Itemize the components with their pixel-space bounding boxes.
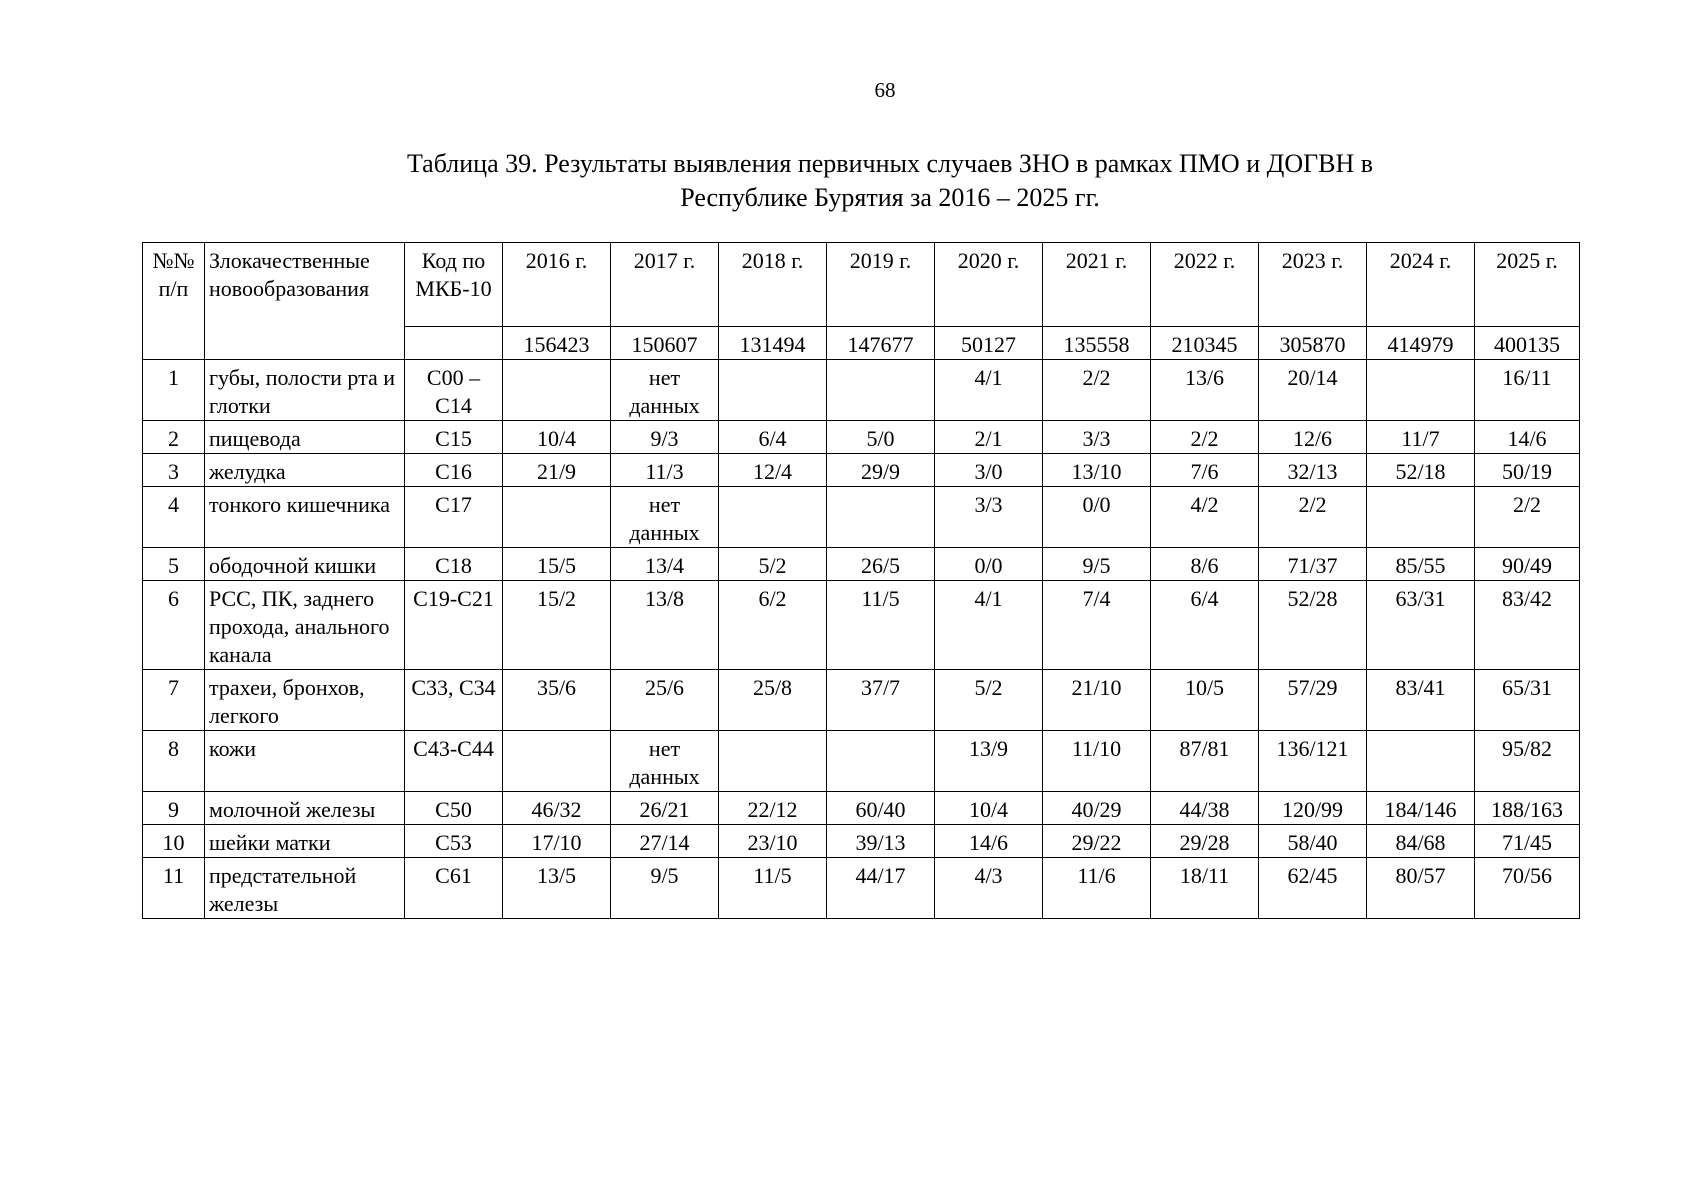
- header-total: 135558: [1043, 327, 1151, 360]
- row-value: 11/5: [827, 581, 935, 670]
- row-code: С53: [405, 825, 503, 858]
- row-value: 18/11: [1151, 858, 1259, 919]
- row-value: 11/6: [1043, 858, 1151, 919]
- results-table: [142, 242, 1580, 919]
- row-value: 13/4: [611, 548, 719, 581]
- row-value: 26/21: [611, 792, 719, 825]
- table-header: [143, 243, 1580, 360]
- row-value: 65/31: [1475, 670, 1580, 731]
- row-name: кожи: [205, 731, 405, 792]
- row-value: 2/2: [1259, 487, 1367, 548]
- row-value: 71/37: [1259, 548, 1367, 581]
- row-value: 5/2: [935, 670, 1043, 731]
- table-row: [143, 360, 1580, 421]
- row-value: [503, 487, 611, 548]
- header-total: 147677: [827, 327, 935, 360]
- header-year: 2019 г.: [827, 243, 935, 327]
- row-value: 5/0: [827, 421, 935, 454]
- page-number: 68: [874, 78, 896, 102]
- row-value: нет данных: [611, 360, 719, 421]
- row-name: ободочной кишки: [205, 548, 405, 581]
- row-value: [503, 360, 611, 421]
- row-number: 3: [143, 454, 205, 487]
- row-value: 2/2: [1475, 487, 1580, 548]
- row-name: желудка: [205, 454, 405, 487]
- row-number: 9: [143, 792, 205, 825]
- row-value: нет данных: [611, 731, 719, 792]
- row-value: 85/55: [1367, 548, 1475, 581]
- row-value: 11/10: [1043, 731, 1151, 792]
- table-row: [143, 487, 1580, 548]
- row-number: 8: [143, 731, 205, 792]
- row-code: С00 – С14: [405, 360, 503, 421]
- header-total: 210345: [1151, 327, 1259, 360]
- header-year: 2016 г.: [503, 243, 611, 327]
- row-value: 25/6: [611, 670, 719, 731]
- header-total: 414979: [1367, 327, 1475, 360]
- table-body: [143, 360, 1580, 919]
- row-value: 0/0: [935, 548, 1043, 581]
- row-value: 15/2: [503, 581, 611, 670]
- header-year: 2024 г.: [1367, 243, 1475, 327]
- row-value: 95/82: [1475, 731, 1580, 792]
- row-value: 10/5: [1151, 670, 1259, 731]
- row-value: [827, 360, 935, 421]
- row-code: С61: [405, 858, 503, 919]
- table-row: [143, 670, 1580, 731]
- row-code: С33, С34: [405, 670, 503, 731]
- row-value: 37/7: [827, 670, 935, 731]
- row-value: 83/42: [1475, 581, 1580, 670]
- row-name: губы, полости рта и глотки: [205, 360, 405, 421]
- row-value: 13/9: [935, 731, 1043, 792]
- row-value: [1367, 360, 1475, 421]
- row-value: 3/3: [1043, 421, 1151, 454]
- row-value: 188/163: [1475, 792, 1580, 825]
- row-value: 25/8: [719, 670, 827, 731]
- header-year: 2020 г.: [935, 243, 1043, 327]
- row-number: 4: [143, 487, 205, 548]
- header-code-empty: [405, 327, 503, 360]
- row-value: 13/8: [611, 581, 719, 670]
- row-value: 29/22: [1043, 825, 1151, 858]
- row-code: С18: [405, 548, 503, 581]
- row-value: 29/28: [1151, 825, 1259, 858]
- row-value: 13/5: [503, 858, 611, 919]
- table-row: [143, 454, 1580, 487]
- row-value: 50/19: [1475, 454, 1580, 487]
- row-value: 6/2: [719, 581, 827, 670]
- table-row: [143, 581, 1580, 670]
- row-value: 15/5: [503, 548, 611, 581]
- row-code: С17: [405, 487, 503, 548]
- row-number: 10: [143, 825, 205, 858]
- row-value: 3/0: [935, 454, 1043, 487]
- table-row: [143, 421, 1580, 454]
- header-year: 2021 г.: [1043, 243, 1151, 327]
- row-value: 27/14: [611, 825, 719, 858]
- row-number: 5: [143, 548, 205, 581]
- header-total: 150607: [611, 327, 719, 360]
- row-value: 35/6: [503, 670, 611, 731]
- row-value: 16/11: [1475, 360, 1580, 421]
- row-value: 7/4: [1043, 581, 1151, 670]
- row-name: РСС, ПК, заднего прохода, анального канала: [205, 581, 405, 670]
- row-value: 26/5: [827, 548, 935, 581]
- row-value: 20/14: [1259, 360, 1367, 421]
- row-value: 58/40: [1259, 825, 1367, 858]
- row-value: 12/4: [719, 454, 827, 487]
- row-value: 29/9: [827, 454, 935, 487]
- row-value: 184/146: [1367, 792, 1475, 825]
- row-value: 23/10: [719, 825, 827, 858]
- row-value: 7/6: [1151, 454, 1259, 487]
- row-value: 11/3: [611, 454, 719, 487]
- row-value: 83/41: [1367, 670, 1475, 731]
- row-value: 4/1: [935, 360, 1043, 421]
- row-value: 46/32: [503, 792, 611, 825]
- row-value: 4/2: [1151, 487, 1259, 548]
- row-code: С15: [405, 421, 503, 454]
- row-number: 11: [143, 858, 205, 919]
- row-value: 2/2: [1151, 421, 1259, 454]
- header-year: 2018 г.: [719, 243, 827, 327]
- row-value: 32/13: [1259, 454, 1367, 487]
- row-number: 7: [143, 670, 205, 731]
- row-value: 4/3: [935, 858, 1043, 919]
- table-row: [143, 548, 1580, 581]
- row-value: 2/1: [935, 421, 1043, 454]
- row-value: 9/5: [611, 858, 719, 919]
- header-year: 2023 г.: [1259, 243, 1367, 327]
- row-value: 44/38: [1151, 792, 1259, 825]
- table-row: [143, 858, 1580, 919]
- row-value: 14/6: [1475, 421, 1580, 454]
- row-name: тонкого кишечника: [205, 487, 405, 548]
- header-year: 2025 г.: [1475, 243, 1580, 327]
- row-value: 120/99: [1259, 792, 1367, 825]
- row-name: молочной железы: [205, 792, 405, 825]
- header-row-years: [143, 243, 1580, 327]
- header-total: 50127: [935, 327, 1043, 360]
- row-value: 44/17: [827, 858, 935, 919]
- row-value: [827, 731, 935, 792]
- table-title: [140, 147, 1640, 215]
- header-year: 2017 г.: [611, 243, 719, 327]
- row-value: 14/6: [935, 825, 1043, 858]
- row-value: 39/13: [827, 825, 935, 858]
- row-value: 5/2: [719, 548, 827, 581]
- row-value: 11/5: [719, 858, 827, 919]
- row-number: 1: [143, 360, 205, 421]
- row-value: 70/56: [1475, 858, 1580, 919]
- row-value: 21/9: [503, 454, 611, 487]
- table-row: [143, 731, 1580, 792]
- row-value: 80/57: [1367, 858, 1475, 919]
- row-name: шейки матки: [205, 825, 405, 858]
- row-value: 6/4: [719, 421, 827, 454]
- row-value: [1367, 487, 1475, 548]
- row-name: трахеи, бронхов, легкого: [205, 670, 405, 731]
- row-code: С43-С44: [405, 731, 503, 792]
- header-total: 305870: [1259, 327, 1367, 360]
- row-value: нет данных: [611, 487, 719, 548]
- table-title-line-2: Республике Бурятия за 2016 – 2025 гг.: [680, 183, 1100, 212]
- row-value: [1367, 731, 1475, 792]
- row-code: С19-С21: [405, 581, 503, 670]
- row-value: 62/45: [1259, 858, 1367, 919]
- row-value: 11/7: [1367, 421, 1475, 454]
- header-num: №№ п/п: [143, 243, 205, 360]
- row-value: 71/45: [1475, 825, 1580, 858]
- row-code: С16: [405, 454, 503, 487]
- row-value: 40/29: [1043, 792, 1151, 825]
- row-value: 57/29: [1259, 670, 1367, 731]
- row-value: 8/6: [1151, 548, 1259, 581]
- row-value: 60/40: [827, 792, 935, 825]
- row-number: 2: [143, 421, 205, 454]
- row-value: 0/0: [1043, 487, 1151, 548]
- row-value: 13/10: [1043, 454, 1151, 487]
- row-value: [719, 360, 827, 421]
- header-total: 156423: [503, 327, 611, 360]
- header-total: 131494: [719, 327, 827, 360]
- row-code: С50: [405, 792, 503, 825]
- row-value: 136/121: [1259, 731, 1367, 792]
- row-number: 6: [143, 581, 205, 670]
- row-value: 13/6: [1151, 360, 1259, 421]
- row-value: 2/2: [1043, 360, 1151, 421]
- row-value: 4/1: [935, 581, 1043, 670]
- row-value: 22/12: [719, 792, 827, 825]
- row-value: 12/6: [1259, 421, 1367, 454]
- row-value: 17/10: [503, 825, 611, 858]
- header-total: 400135: [1475, 327, 1580, 360]
- row-value: 3/3: [935, 487, 1043, 548]
- header-year: 2022 г.: [1151, 243, 1259, 327]
- row-value: [503, 731, 611, 792]
- header-name: Злокачественные новообразования: [205, 243, 405, 360]
- row-value: 87/81: [1151, 731, 1259, 792]
- row-value: 21/10: [1043, 670, 1151, 731]
- row-name: предстательной железы: [205, 858, 405, 919]
- row-value: 9/5: [1043, 548, 1151, 581]
- row-value: 6/4: [1151, 581, 1259, 670]
- table-title-line-1: Таблица 39. Результаты выявления первичных случаев ЗНО в рамках ПМО и ДОГВН в: [406, 149, 1374, 178]
- table-row: [143, 825, 1580, 858]
- row-value: 10/4: [503, 421, 611, 454]
- row-value: 52/28: [1259, 581, 1367, 670]
- row-value: 90/49: [1475, 548, 1580, 581]
- row-value: 10/4: [935, 792, 1043, 825]
- row-value: [719, 487, 827, 548]
- row-value: 52/18: [1367, 454, 1475, 487]
- table-row: [143, 792, 1580, 825]
- row-value: [827, 487, 935, 548]
- row-value: 63/31: [1367, 581, 1475, 670]
- row-name: пищевода: [205, 421, 405, 454]
- header-code: Код по МКБ-10: [405, 243, 503, 327]
- row-value: [719, 731, 827, 792]
- row-value: 84/68: [1367, 825, 1475, 858]
- row-value: 9/3: [611, 421, 719, 454]
